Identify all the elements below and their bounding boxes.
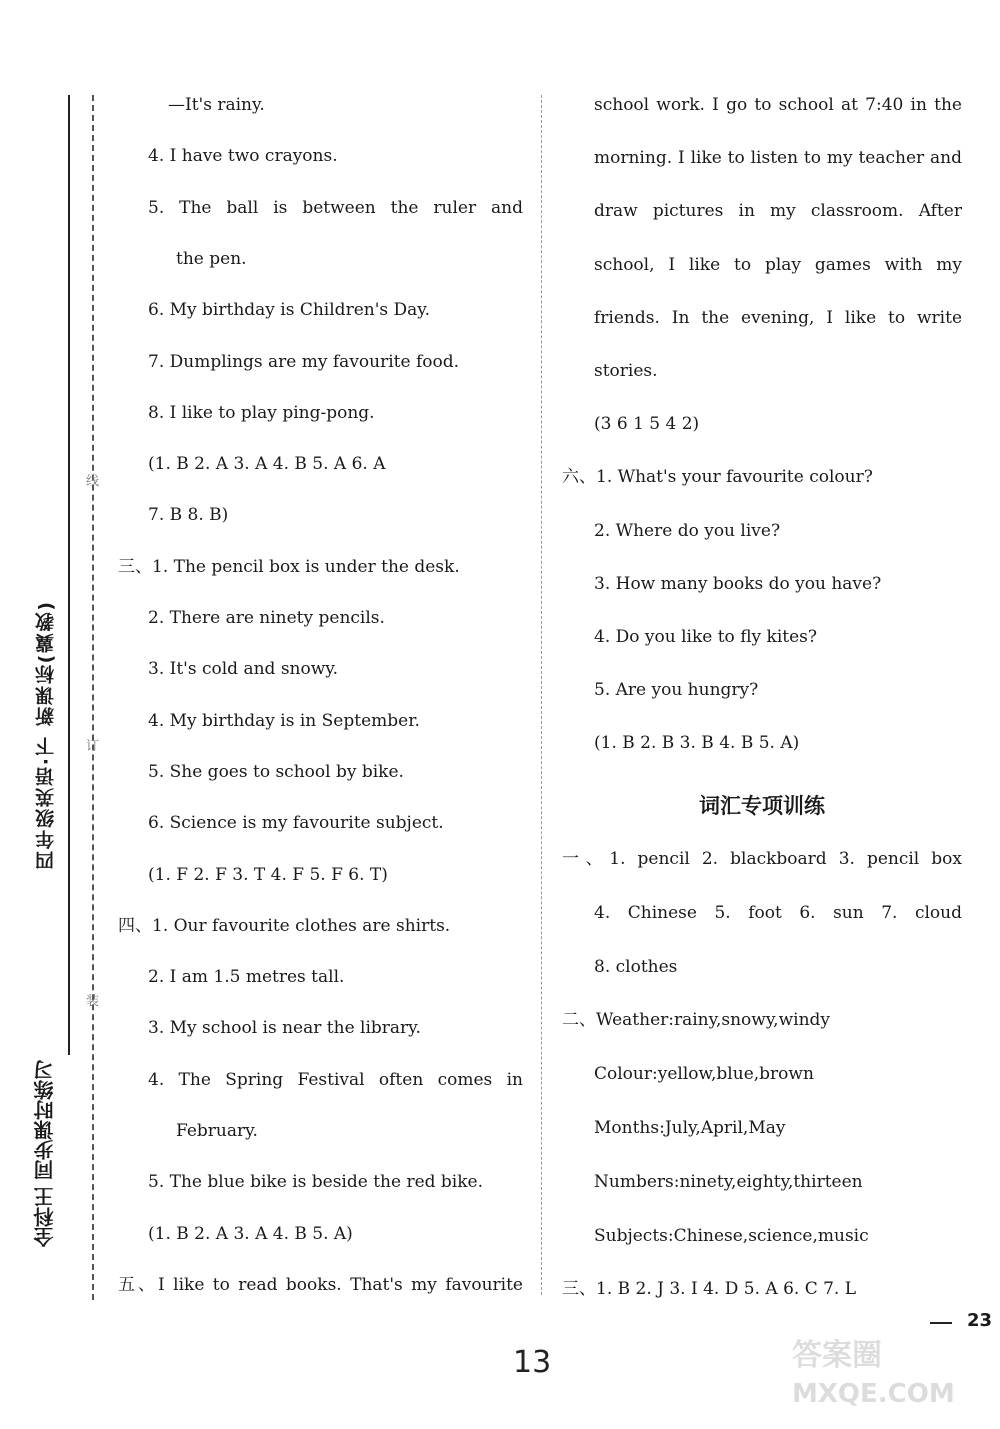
- answer-line: 2. There are ninety pencils.: [148, 608, 385, 628]
- answer-line: (1. B 2. B 3. B 4. B 5. A): [594, 733, 800, 754]
- watermark-logo: [782, 1330, 982, 1410]
- spine-rule: [68, 95, 70, 1055]
- cut-mark-zhuang: 装: [86, 994, 100, 1009]
- answer-line: Numbers:ninety,eighty,thirteen: [594, 1171, 863, 1192]
- answer-line: 2. I am 1.5 metres tall.: [148, 967, 345, 988]
- answer-line: the pen.: [176, 248, 247, 269]
- answer-line: 2. Where do you live?: [594, 520, 781, 541]
- book-title: 四年级英语·下 新课标(冀教): [35, 600, 57, 871]
- answer-line: (1. B 2. A 3. A 4. B 5. A 6. A: [148, 454, 386, 475]
- answer-line: 8. clothes: [594, 956, 678, 977]
- svg-text:MXQE.COM: MXQE.COM: [792, 1379, 955, 1409]
- answer-line: (1. B 2. A 3. A 4. B 5. A): [148, 1223, 353, 1244]
- answer-line: draw pictures in my classroom. After: [594, 201, 962, 222]
- cut-mark-ding: 订: [86, 739, 100, 754]
- brand-logo: 全科王 同步课时练习: [33, 1060, 57, 1247]
- answer-line: Colour:yellow,blue,brown: [594, 1064, 814, 1085]
- answer-line: 4. Do you like to fly kites?: [594, 627, 818, 647]
- answer-line: 二、Weather:rainy,snowy,windy: [562, 1010, 831, 1031]
- answer-line: 4. I have two crayons.: [148, 146, 338, 167]
- answer-line: 4. The Spring Festival often comes in: [148, 1069, 523, 1090]
- answer-line: 4. My birthday is in September.: [148, 710, 420, 731]
- answer-line: 7. B 8. B): [148, 505, 229, 526]
- answer-line: 3. It's cold and snowy.: [148, 659, 339, 680]
- answer-line: 3. How many books do you have?: [594, 573, 882, 594]
- cut-line: [92, 95, 94, 1300]
- answer-line: (3 6 1 5 4 2): [594, 414, 700, 435]
- answer-line: 6. My birthday is Children's Day.: [148, 300, 431, 321]
- answer-line: 四、1. Our favourite clothes are shirts.: [118, 915, 451, 936]
- answer-line: 7. Dumplings are my favourite food.: [148, 351, 460, 372]
- answer-line: morning. I like to listen to my teacher and: [594, 148, 962, 169]
- answer-line: stories.: [594, 361, 658, 381]
- answer-line: Subjects:Chinese,science,music: [594, 1225, 869, 1246]
- answer-line: —It's rainy.: [168, 95, 265, 115]
- answer-line: 5. Are you hungry?: [594, 680, 759, 701]
- column-divider: [541, 95, 542, 1295]
- answer-line: 4. Chinese 5. foot 6. sun 7. cloud: [594, 902, 962, 923]
- page-number: 23: [966, 1310, 992, 1331]
- handwritten-number: 13: [513, 1345, 552, 1380]
- answer-line: school work. I go to school at 7:40 in the: [594, 95, 962, 115]
- answer-line: 3. My school is near the library.: [148, 1018, 421, 1039]
- answer-line: school, I like to play games with my: [594, 254, 962, 275]
- svg-text:答案圈: 答案圈: [792, 1338, 882, 1373]
- answer-line: friends. In the evening, I like to write: [594, 307, 962, 328]
- answer-line: Months:July,April,May: [594, 1118, 786, 1138]
- binding-margin: [0, 0, 120, 1429]
- answer-line: 6. Science is my favourite subject.: [148, 813, 444, 834]
- answer-line: 5. The ball is between the ruler and: [148, 197, 523, 218]
- answer-line: 六、1. What's your favourite colour?: [562, 467, 873, 488]
- answer-line: 5. The blue bike is beside the red bike.: [148, 1172, 484, 1193]
- answer-line: 5. She goes to school by bike.: [148, 761, 404, 782]
- answer-line: 三、1. The pencil box is under the desk.: [118, 556, 460, 577]
- answer-line: 8. I like to play ping-pong.: [148, 402, 375, 423]
- answer-line: February.: [176, 1121, 258, 1141]
- answer-line: 五、I like to read books. That's my favourite: [118, 1274, 523, 1295]
- section-heading: 词汇专项训练: [699, 794, 825, 818]
- answer-line: (1. F 2. F 3. T 4. F 5. F 6. T): [148, 864, 388, 885]
- answer-line: 一、1. pencil 2. blackboard 3. pencil box: [562, 849, 962, 869]
- cut-mark-xian: 线: [86, 474, 100, 489]
- page-number-dash: [930, 1322, 952, 1324]
- answer-line: 三、1. B 2. J 3. I 4. D 5. A 6. C 7. L: [562, 1279, 857, 1300]
